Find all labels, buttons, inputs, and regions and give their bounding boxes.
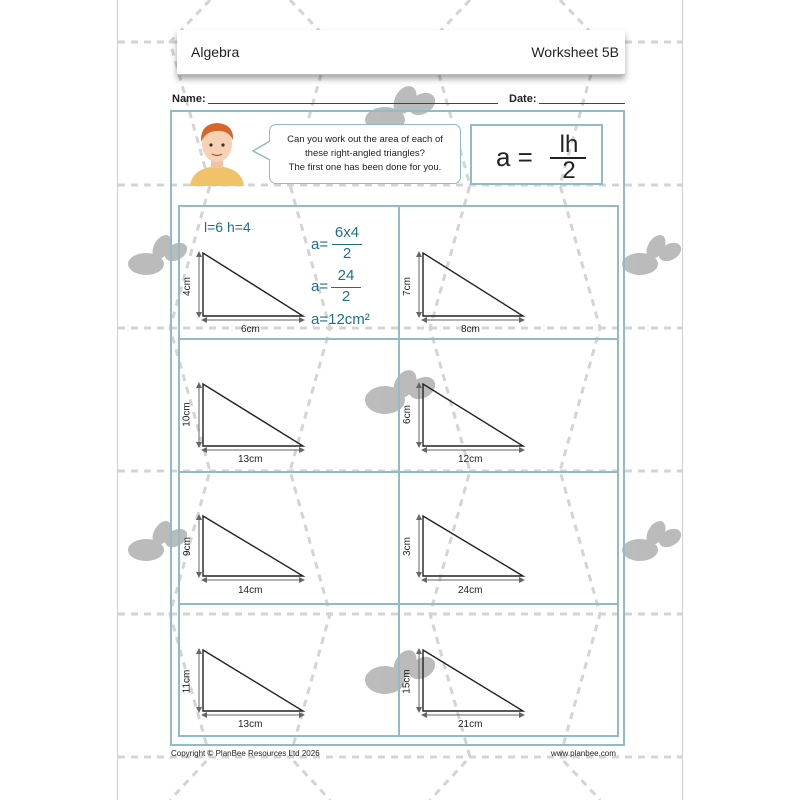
website-link[interactable]: www.planbee.com	[551, 749, 616, 758]
name-label: Name:	[172, 93, 206, 105]
worked-step1-prefix: a=	[311, 236, 329, 253]
triangle-8-length: 21cm	[458, 719, 483, 730]
copyright-text: Copyright © PlanBee Resources Ltd 2026	[171, 749, 320, 758]
triangle-1-length: 6cm	[241, 324, 260, 335]
triangle-5	[203, 516, 303, 576]
bubble-line-2: these right-angled triangles?	[305, 148, 425, 159]
worked-step1-denominator: 2	[342, 245, 352, 262]
worked-step2-prefix: a=	[311, 278, 329, 295]
triangle-4-height: 6cm	[401, 405, 413, 424]
triangle-5-height: 9cm	[181, 537, 193, 556]
worked-step1-numerator: 6x4	[334, 224, 360, 241]
triangle-2-height: 7cm	[401, 277, 413, 296]
formula-denominator: 2	[562, 157, 576, 184]
triangle-6-height: 3cm	[401, 537, 413, 556]
triangle-5-length: 14cm	[238, 585, 263, 596]
bubble-line-3: The first one has been done for you.	[288, 162, 442, 173]
triangle-7-height: 11cm	[181, 669, 193, 694]
triangle-8	[423, 650, 523, 711]
triangle-4	[423, 384, 523, 446]
triangle-4-length: 12cm	[458, 454, 483, 465]
worked-given: l=6 h=4	[204, 219, 251, 235]
triangle-1	[203, 253, 303, 316]
bubble-line-1: Can you work out the area of each of	[287, 134, 443, 145]
triangle-3-length: 13cm	[238, 454, 263, 465]
worked-step2-numerator: 24	[337, 267, 355, 284]
triangle-6	[423, 516, 523, 576]
date-label: Date:	[509, 93, 537, 105]
worked-step2-denominator: 2	[341, 288, 351, 305]
triangle-2-length: 8cm	[461, 324, 480, 335]
triangle-7-length: 13cm	[238, 719, 263, 730]
triangle-1-height: 4cm	[181, 277, 193, 296]
worked-result: a=12cm²	[311, 311, 370, 328]
formula-numerator: lh	[559, 131, 579, 158]
triangle-3	[203, 384, 303, 446]
formula-lhs: a =	[496, 142, 533, 172]
triangle-8-height: 15cm	[401, 669, 413, 694]
triangle-3-height: 10cm	[181, 402, 193, 427]
triangle-7	[203, 650, 303, 711]
triangle-6-length: 24cm	[458, 585, 483, 596]
subject-title: Algebra	[191, 44, 240, 60]
triangle-2	[423, 253, 523, 316]
worksheet-number: Worksheet 5B	[531, 44, 619, 60]
